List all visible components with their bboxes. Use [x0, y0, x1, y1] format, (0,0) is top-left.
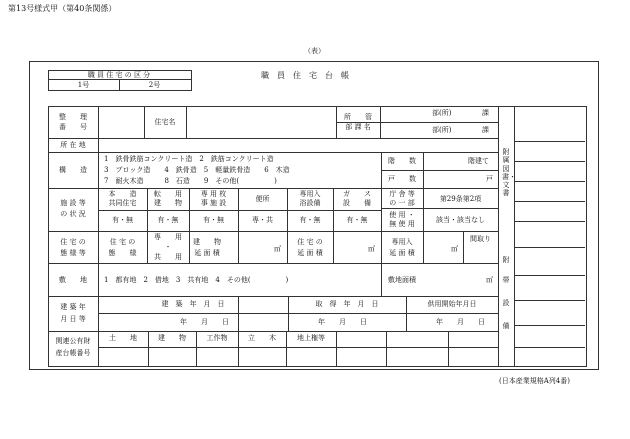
- fac-head-1b: 共同住宅: [108, 199, 137, 207]
- feat-unit-3: ㎡: [451, 245, 458, 253]
- feat-a1: 住 宅 の: [109, 238, 136, 246]
- feat-b2[interactable]: ・: [164, 243, 172, 251]
- features-label-1: 住 宅 の: [60, 238, 86, 246]
- feat-b1[interactable]: 専 用: [154, 233, 182, 241]
- feat-b3[interactable]: 共 用: [154, 253, 182, 261]
- units-unit: 戸: [486, 175, 493, 183]
- jurisdiction-label-1: 所 管: [344, 113, 372, 121]
- feat-unit-1: ㎡: [274, 245, 281, 253]
- fac-head-2a: 転 用: [154, 190, 182, 198]
- floors-unit: 階建て: [468, 157, 489, 165]
- site-area-label: 敷地面積: [388, 276, 416, 284]
- fac-value-1[interactable]: 有・無: [112, 216, 133, 224]
- location-field[interactable]: [99, 139, 497, 151]
- remarks-col-1: 附属図書・文書: [502, 148, 516, 198]
- fac-value-4[interactable]: 専・共: [252, 216, 273, 224]
- fac-value-6[interactable]: 有・無: [346, 216, 368, 224]
- dates-label-1: 建 築 年: [60, 303, 86, 311]
- feat-d2: 延 面 積: [297, 249, 323, 257]
- facilities-label-2: の 状 況: [60, 210, 86, 218]
- fac-head-7b: の 一 部: [389, 199, 415, 207]
- fac-head-8: 第29条第2項: [439, 195, 482, 203]
- housing-name-label: 住宅名: [154, 118, 176, 126]
- ledger-title: 職 員 住 宅 台 帳: [261, 71, 349, 80]
- acquire-date-label: 取 得 年 月 日: [315, 300, 379, 308]
- fac-value-2[interactable]: 有・無: [157, 216, 179, 224]
- seiri-label-1: 整 理: [59, 113, 87, 121]
- feat-e1: 専用入: [391, 238, 413, 246]
- feat-c2: 延 面 積: [194, 249, 220, 257]
- rooms-label: 間取り: [470, 235, 491, 243]
- section-1-label: 課: [482, 109, 489, 117]
- jurisdiction-label-2: 部 課 名: [345, 123, 371, 131]
- fac-value-8[interactable]: 該当・該当なし: [436, 216, 485, 224]
- ledger-structure: 工作物: [206, 334, 228, 342]
- fac-head-6b: 設 備: [343, 199, 371, 207]
- ledger-label-2: 産台帳番号: [55, 349, 91, 357]
- dates-label-2: 月 日 等: [60, 315, 86, 323]
- fac-head-2b: 建 物: [154, 199, 182, 207]
- classification-option-2[interactable]: 2号: [148, 81, 161, 89]
- seiri-number-field[interactable]: [99, 107, 143, 137]
- structure-label: 構 造: [59, 166, 87, 174]
- feat-e2: 延 面 積: [389, 249, 415, 257]
- fac-head-4: 便所: [255, 195, 270, 203]
- site-area-unit: ㎡: [486, 276, 493, 284]
- fac-value-7b[interactable]: 無 使 用: [389, 220, 415, 228]
- fac-head-3b: 事 施 設: [200, 199, 227, 207]
- floors-label: 階 数: [388, 157, 416, 165]
- feat-c1: 建 物: [193, 238, 221, 246]
- structure-option-line-3[interactable]: 7 耐火木造 8 石造 9 その他( ): [104, 177, 277, 185]
- units-label: 戸 数: [388, 175, 416, 183]
- fac-head-7a: 庁 舎 等: [389, 190, 415, 198]
- feat-unit-2: ㎡: [368, 245, 375, 253]
- start-date-value[interactable]: 年 月 日: [436, 318, 485, 326]
- fac-value-3[interactable]: 有・無: [203, 216, 224, 224]
- ledger-building: 建 物: [158, 334, 186, 342]
- housing-name-field[interactable]: [187, 107, 335, 137]
- dept-1-label: 部(所): [432, 109, 452, 117]
- fac-head-6a: ガ ス: [343, 190, 371, 198]
- fac-head-5a: 専用入: [299, 190, 321, 198]
- site-options[interactable]: 1 都有地 2 借地 3 共有地 4 その他( ): [104, 276, 289, 284]
- ledger-rights: 地上権等: [297, 334, 325, 342]
- section-2-label: 課: [482, 126, 489, 134]
- ledger-label-1: 関連公有財: [55, 337, 91, 345]
- structure-option-line-2[interactable]: 3 ブロック造 4 鉄骨造 5 軽量鉄骨造 6 木造: [104, 166, 290, 174]
- build-date-label: 建 築 年 月 日: [161, 300, 225, 308]
- ledger-trees: 立 木: [248, 334, 276, 342]
- fac-head-3a: 専 用 枚: [200, 190, 227, 198]
- features-label-2: 態 様 等: [60, 249, 86, 257]
- location-label: 所 在 地: [60, 141, 86, 149]
- feat-d1: 住 宅 の: [297, 238, 323, 246]
- paper-standard: (日本産業規格A列4番): [499, 377, 570, 385]
- fac-head-5b: 浴設備: [299, 199, 321, 207]
- site-label: 敷 地: [59, 276, 87, 284]
- front-label: （表）: [304, 47, 325, 55]
- dept-2-label: 部(所): [432, 126, 452, 134]
- remarks-col-3: 帯: [502, 276, 510, 284]
- acquire-date-value[interactable]: 年 月 日: [318, 318, 367, 326]
- classification-option-1[interactable]: 1号: [77, 81, 90, 89]
- fac-head-1a: 本 造: [108, 190, 137, 198]
- remarks-col-5: 備: [502, 322, 510, 330]
- fac-value-7a[interactable]: 使 用 ・: [389, 211, 415, 219]
- seiri-label-2: 番 号: [59, 123, 87, 131]
- form-number: 第13号様式甲（第40条関係）: [8, 4, 117, 13]
- remarks-col-2: 附: [502, 256, 510, 264]
- structure-option-line-1[interactable]: 1 鉄骨鉄筋コンクリート造 2 鉄筋コンクリート造: [104, 155, 274, 163]
- feat-a2: 態 様: [108, 249, 137, 257]
- facilities-label-1: 施 設 等: [60, 199, 86, 207]
- remarks-col-4: 設: [502, 299, 510, 307]
- build-date-value[interactable]: 年 月 日: [180, 318, 229, 326]
- classification-label: 職 員 住 宅 の 区 分: [87, 71, 151, 79]
- fac-value-5[interactable]: 有・無: [299, 216, 321, 224]
- start-date-label: 供用開始年月日: [427, 300, 477, 308]
- ledger-land: 土 地: [109, 334, 137, 342]
